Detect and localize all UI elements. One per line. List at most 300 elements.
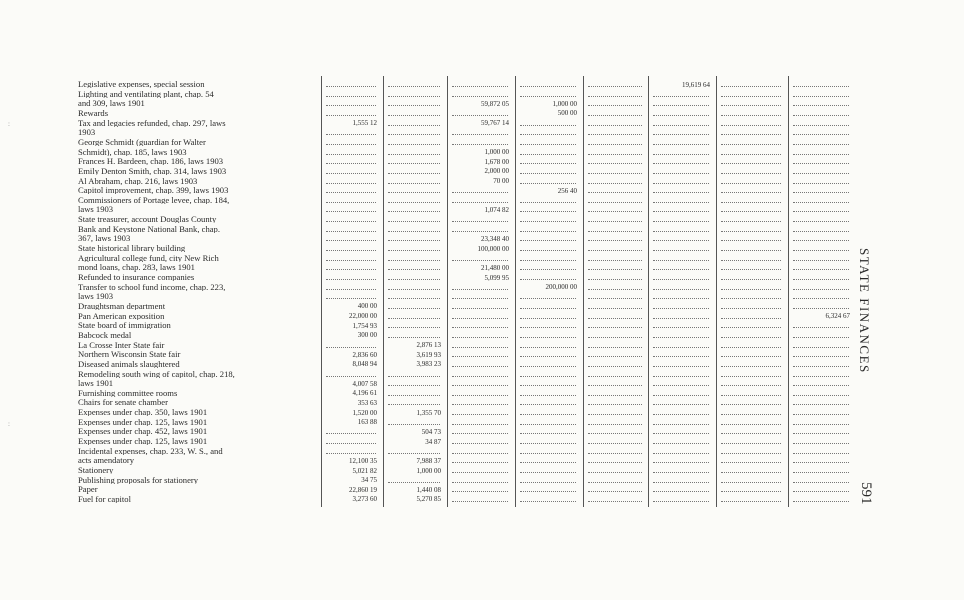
dot-leader bbox=[793, 337, 849, 338]
dot-leader bbox=[388, 376, 440, 377]
dot-leader bbox=[793, 269, 849, 270]
dot-leader bbox=[793, 385, 849, 386]
dot-leader bbox=[721, 443, 781, 444]
dot-leader bbox=[520, 491, 576, 492]
dot-leader bbox=[653, 318, 709, 319]
dot-leader bbox=[520, 221, 576, 222]
dot-leader bbox=[520, 376, 576, 377]
row-label: Frances H. Bardeen, chap. 186, laws 1903 bbox=[78, 157, 224, 166]
dot-leader bbox=[520, 125, 576, 126]
dot-leader bbox=[588, 183, 642, 184]
row-label: Diseased animals slaughtered bbox=[78, 359, 180, 369]
row-label: Commissioners of Portage levee, chap. 184, bbox=[78, 195, 230, 204]
dot-leader bbox=[793, 298, 849, 299]
dot-leader bbox=[653, 289, 709, 290]
dot-leader bbox=[588, 414, 642, 415]
row-label: acts amendatory bbox=[78, 456, 135, 465]
dot-leader bbox=[388, 211, 440, 212]
dot-leader bbox=[653, 327, 709, 328]
dot-leader bbox=[326, 183, 376, 184]
amount-cell: 4,196 61 bbox=[352, 389, 377, 398]
dot-leader bbox=[793, 154, 849, 155]
column-rule bbox=[447, 76, 448, 507]
dot-leader bbox=[721, 279, 781, 280]
amount-cell: 21,480 00 bbox=[481, 263, 509, 272]
dot-leader bbox=[388, 279, 440, 280]
row-label: Publishing proposals for stationery bbox=[78, 475, 199, 484]
dot-leader bbox=[452, 202, 508, 203]
dot-leader bbox=[653, 337, 709, 338]
dot-leader bbox=[653, 240, 709, 241]
dot-leader bbox=[452, 221, 508, 222]
dot-leader bbox=[452, 453, 508, 454]
dot-leader bbox=[326, 221, 376, 222]
amount-cell: 163 88 bbox=[357, 418, 377, 427]
dot-leader bbox=[520, 433, 576, 434]
dot-leader bbox=[721, 269, 781, 270]
dot-leader bbox=[588, 240, 642, 241]
dot-leader bbox=[653, 453, 709, 454]
dot-leader bbox=[588, 144, 642, 145]
dot-leader bbox=[588, 202, 642, 203]
dot-leader bbox=[588, 221, 642, 222]
running-head: STATE FINANCES bbox=[857, 248, 872, 374]
dot-leader bbox=[588, 443, 642, 444]
dot-leader bbox=[388, 154, 440, 155]
dot-leader bbox=[588, 308, 642, 309]
dot-leader bbox=[388, 453, 440, 454]
amount-cell: 34 75 bbox=[361, 476, 377, 485]
row-label: State historical library building bbox=[78, 244, 186, 253]
dot-leader bbox=[520, 154, 576, 155]
dot-leader bbox=[388, 183, 440, 184]
dot-leader bbox=[793, 173, 849, 174]
dot-leader bbox=[653, 144, 709, 145]
amount-cell: 256 40 bbox=[557, 186, 577, 195]
dot-leader bbox=[653, 404, 709, 405]
dot-leader bbox=[793, 231, 849, 232]
row-label: Expenses under chap. 125, laws 1901 bbox=[78, 417, 208, 426]
row-label: Babcock medal bbox=[78, 330, 132, 340]
dot-leader bbox=[588, 163, 642, 164]
dot-leader bbox=[388, 231, 440, 232]
dot-leader bbox=[520, 260, 576, 261]
dot-leader bbox=[793, 260, 849, 261]
row-label: Al Abraham, chap. 216, laws 1903 bbox=[78, 176, 198, 185]
dot-leader bbox=[653, 134, 709, 135]
dot-leader bbox=[388, 250, 440, 251]
row-label: Draughtsman department bbox=[78, 301, 166, 311]
dot-leader bbox=[588, 298, 642, 299]
dot-leader bbox=[721, 366, 781, 367]
amount-cell: 59,872 05 bbox=[481, 99, 509, 108]
column-rule bbox=[716, 76, 717, 507]
dot-leader bbox=[388, 163, 440, 164]
dot-leader bbox=[721, 173, 781, 174]
dot-leader bbox=[588, 472, 642, 473]
dot-leader bbox=[452, 327, 508, 328]
dot-leader bbox=[721, 308, 781, 309]
dot-leader bbox=[588, 366, 642, 367]
row-label: Expenses under chap. 350, laws 1901 bbox=[78, 408, 208, 417]
dot-leader bbox=[721, 453, 781, 454]
dot-leader bbox=[793, 395, 849, 396]
dot-leader bbox=[388, 318, 440, 319]
dot-leader bbox=[520, 298, 576, 299]
dot-leader bbox=[721, 221, 781, 222]
dot-leader bbox=[588, 404, 642, 405]
column-rule bbox=[788, 76, 789, 507]
dot-leader bbox=[721, 501, 781, 502]
dot-leader bbox=[793, 211, 849, 212]
dot-leader bbox=[653, 96, 709, 97]
dot-leader bbox=[520, 231, 576, 232]
dot-leader bbox=[326, 240, 376, 241]
dot-leader bbox=[793, 105, 849, 106]
dot-leader bbox=[388, 134, 440, 135]
dot-leader bbox=[721, 491, 781, 492]
dot-leader bbox=[653, 385, 709, 386]
amount-cell: 300 00 bbox=[357, 331, 377, 340]
dot-leader bbox=[793, 404, 849, 405]
dot-leader bbox=[452, 433, 508, 434]
dot-leader bbox=[793, 221, 849, 222]
margin-tick: : bbox=[8, 420, 10, 428]
dot-leader bbox=[653, 221, 709, 222]
dot-leader bbox=[721, 240, 781, 241]
dot-leader bbox=[793, 134, 849, 135]
dot-leader bbox=[721, 482, 781, 483]
amount-cell: 1,520 00 bbox=[352, 408, 377, 417]
dot-leader bbox=[326, 279, 376, 280]
dot-leader bbox=[653, 192, 709, 193]
amount-cell: 4,007 58 bbox=[352, 379, 377, 388]
dot-leader bbox=[653, 250, 709, 251]
dot-leader bbox=[388, 221, 440, 222]
dot-leader bbox=[388, 202, 440, 203]
amount-cell: 353 63 bbox=[357, 398, 377, 407]
dot-leader bbox=[452, 96, 508, 97]
column-rule bbox=[515, 76, 516, 507]
dot-leader bbox=[388, 125, 440, 126]
amount-cell: 400 00 bbox=[357, 302, 377, 311]
amount-cell: 22,000 00 bbox=[349, 312, 377, 321]
row-label: Remodeling south wing of capitol, chap. 218, bbox=[78, 369, 235, 378]
dot-leader bbox=[588, 385, 642, 386]
dot-leader bbox=[588, 173, 642, 174]
dot-leader bbox=[388, 269, 440, 270]
dot-leader bbox=[520, 462, 576, 463]
amount-cell: 3,273 60 bbox=[352, 495, 377, 504]
dot-leader bbox=[721, 376, 781, 377]
dot-leader bbox=[326, 347, 376, 348]
dot-leader bbox=[653, 356, 709, 357]
dot-leader bbox=[653, 366, 709, 367]
dot-leader bbox=[452, 192, 508, 193]
column-rule bbox=[383, 76, 384, 507]
dot-leader bbox=[520, 385, 576, 386]
dot-leader bbox=[326, 105, 376, 106]
amount-cell: 59,767 14 bbox=[481, 119, 509, 128]
dot-leader bbox=[793, 501, 849, 502]
dot-leader bbox=[793, 453, 849, 454]
dot-leader bbox=[452, 395, 508, 396]
dot-leader bbox=[721, 318, 781, 319]
amount-cell: 1,000 00 bbox=[416, 466, 441, 475]
row-label: State board of immigration bbox=[78, 321, 171, 330]
amount-cell: 1,355 70 bbox=[416, 408, 441, 417]
dot-leader bbox=[388, 144, 440, 145]
dot-leader bbox=[793, 433, 849, 434]
dot-leader bbox=[653, 433, 709, 434]
row-label: Schmidt), chap. 185, laws 1903 bbox=[78, 147, 187, 156]
dot-leader bbox=[653, 183, 709, 184]
amount-cell: 6,324 67 bbox=[825, 312, 850, 321]
dot-leader bbox=[793, 327, 849, 328]
dot-leader bbox=[653, 115, 709, 116]
amount-cell: 1,000 00 bbox=[552, 99, 577, 108]
amount-cell: 23,348 40 bbox=[481, 234, 509, 243]
dot-leader bbox=[326, 154, 376, 155]
dot-leader bbox=[588, 433, 642, 434]
dot-leader bbox=[588, 269, 642, 270]
dot-leader bbox=[520, 86, 576, 87]
dot-leader bbox=[721, 192, 781, 193]
dot-leader bbox=[388, 192, 440, 193]
dot-leader bbox=[520, 163, 576, 164]
row-label: George Schmidt (guardian for Walter bbox=[78, 137, 206, 147]
dot-leader bbox=[653, 105, 709, 106]
dot-leader bbox=[520, 318, 576, 319]
dot-leader bbox=[388, 385, 440, 386]
dot-leader bbox=[721, 211, 781, 212]
dot-leader bbox=[326, 298, 376, 299]
dot-leader bbox=[326, 269, 376, 270]
dot-leader bbox=[388, 289, 440, 290]
dot-leader bbox=[721, 433, 781, 434]
dot-leader bbox=[721, 260, 781, 261]
row-label: mond loans, chap. 283, laws 1901 bbox=[78, 263, 195, 272]
amount-cell: 3,983 23 bbox=[416, 360, 441, 369]
row-label: Lighting and ventilating plant, chap. 54 bbox=[78, 89, 214, 98]
dot-leader bbox=[793, 472, 849, 473]
dot-leader bbox=[520, 96, 576, 97]
dot-leader bbox=[588, 337, 642, 338]
dot-leader bbox=[653, 163, 709, 164]
dot-leader bbox=[721, 125, 781, 126]
dot-leader bbox=[452, 376, 508, 377]
margin-tick: : bbox=[8, 120, 10, 128]
dot-leader bbox=[326, 173, 376, 174]
dot-leader bbox=[721, 144, 781, 145]
dot-leader bbox=[653, 424, 709, 425]
dot-leader bbox=[721, 424, 781, 425]
row-label: 367, laws 1903 bbox=[78, 234, 131, 243]
dot-leader bbox=[721, 134, 781, 135]
dot-leader bbox=[452, 472, 508, 473]
dot-leader bbox=[452, 86, 508, 87]
row-label: laws 1903 bbox=[78, 205, 114, 214]
amount-cell: 19,619 64 bbox=[682, 80, 710, 89]
dot-leader bbox=[793, 366, 849, 367]
dot-leader bbox=[520, 211, 576, 212]
dot-leader bbox=[653, 125, 709, 126]
dot-leader bbox=[452, 337, 508, 338]
dot-leader bbox=[793, 289, 849, 290]
row-label: Emily Denton Smith, chap. 314, laws 1903 bbox=[78, 166, 227, 176]
dot-leader bbox=[326, 453, 376, 454]
dot-leader bbox=[388, 115, 440, 116]
row-label: State treasurer, account Douglas County bbox=[78, 215, 217, 224]
dot-leader bbox=[588, 482, 642, 483]
dot-leader bbox=[588, 376, 642, 377]
dot-leader bbox=[588, 154, 642, 155]
row-label: Expenses under chap. 452, laws 1901 bbox=[78, 427, 208, 436]
dot-leader bbox=[388, 173, 440, 174]
amount-cell: 12,100 35 bbox=[349, 456, 377, 465]
dot-leader bbox=[520, 250, 576, 251]
dot-leader bbox=[452, 115, 508, 116]
dot-leader bbox=[793, 96, 849, 97]
dot-leader bbox=[520, 173, 576, 174]
dot-leader bbox=[520, 501, 576, 502]
dot-leader bbox=[452, 414, 508, 415]
row-label: Bank and Keystone National Bank, chap. bbox=[78, 224, 220, 233]
dot-leader bbox=[721, 231, 781, 232]
dot-leader bbox=[793, 414, 849, 415]
row-label: Capitol improvement, chap. 399, laws 1903 bbox=[78, 186, 229, 195]
dot-leader bbox=[793, 163, 849, 164]
dot-leader bbox=[520, 144, 576, 145]
dot-leader bbox=[520, 414, 576, 415]
dot-leader bbox=[326, 433, 376, 434]
dot-leader bbox=[452, 260, 508, 261]
dot-leader bbox=[388, 395, 440, 396]
dot-leader bbox=[653, 231, 709, 232]
dot-leader bbox=[653, 491, 709, 492]
dot-leader bbox=[520, 308, 576, 309]
dot-leader bbox=[452, 298, 508, 299]
dot-leader bbox=[793, 125, 849, 126]
amount-cell: 500 00 bbox=[557, 109, 577, 118]
dot-leader bbox=[721, 395, 781, 396]
dot-leader bbox=[588, 86, 642, 87]
dot-leader bbox=[452, 144, 508, 145]
amount-cell: 1,074 82 bbox=[484, 205, 509, 214]
dot-leader bbox=[588, 453, 642, 454]
dot-leader bbox=[721, 347, 781, 348]
dot-leader bbox=[793, 115, 849, 116]
dot-leader bbox=[326, 115, 376, 116]
column-rule bbox=[583, 76, 584, 507]
dot-leader bbox=[721, 154, 781, 155]
dot-leader bbox=[326, 231, 376, 232]
dot-leader bbox=[721, 96, 781, 97]
column-rule bbox=[648, 76, 649, 507]
dot-leader bbox=[653, 298, 709, 299]
dot-leader bbox=[793, 202, 849, 203]
dot-leader bbox=[452, 385, 508, 386]
dot-leader bbox=[520, 240, 576, 241]
dot-leader bbox=[452, 501, 508, 502]
dot-leader bbox=[793, 250, 849, 251]
dot-leader bbox=[588, 105, 642, 106]
row-label: Stationery bbox=[78, 466, 114, 475]
dot-leader bbox=[588, 231, 642, 232]
amount-cell: 1,754 93 bbox=[352, 321, 377, 330]
dot-leader bbox=[653, 269, 709, 270]
dot-leader bbox=[452, 482, 508, 483]
dot-leader bbox=[793, 86, 849, 87]
dot-leader bbox=[588, 491, 642, 492]
dot-leader bbox=[326, 289, 376, 290]
dot-leader bbox=[452, 404, 508, 405]
row-label: Agricultural college fund, city New Rich bbox=[78, 253, 219, 262]
dot-leader bbox=[520, 404, 576, 405]
row-label: Legislative expenses, special session bbox=[78, 80, 205, 89]
dot-leader bbox=[326, 192, 376, 193]
row-label: Chairs for senate chamber bbox=[78, 398, 168, 407]
row-label: 1903 bbox=[78, 128, 96, 137]
dot-leader bbox=[326, 260, 376, 261]
page-number: 591 bbox=[858, 482, 874, 505]
dot-leader bbox=[588, 395, 642, 396]
amount-cell: 70 00 bbox=[493, 177, 509, 185]
dot-leader bbox=[653, 395, 709, 396]
dot-leader bbox=[520, 134, 576, 135]
dot-leader bbox=[653, 482, 709, 483]
row-label: Northern Wisconsin State fair bbox=[78, 350, 181, 359]
dot-leader bbox=[520, 395, 576, 396]
amount-cell: 3,619 93 bbox=[416, 350, 441, 359]
dot-leader bbox=[588, 289, 642, 290]
dot-leader bbox=[793, 183, 849, 184]
dot-leader bbox=[326, 86, 376, 87]
dot-leader bbox=[721, 163, 781, 164]
dot-leader bbox=[588, 96, 642, 97]
dot-leader bbox=[653, 443, 709, 444]
dot-leader bbox=[793, 491, 849, 492]
dot-leader bbox=[721, 327, 781, 328]
amount-cell: 22,860 19 bbox=[349, 485, 377, 494]
dot-leader bbox=[520, 183, 576, 184]
dot-leader bbox=[653, 279, 709, 280]
dot-leader bbox=[653, 308, 709, 309]
dot-leader bbox=[721, 356, 781, 357]
dot-leader bbox=[721, 105, 781, 106]
dot-leader bbox=[588, 424, 642, 425]
dot-leader bbox=[588, 125, 642, 126]
dot-leader bbox=[452, 443, 508, 444]
dot-leader bbox=[520, 347, 576, 348]
dot-leader bbox=[388, 105, 440, 106]
amount-cell: 1,555 12 bbox=[352, 119, 377, 128]
dot-leader bbox=[721, 462, 781, 463]
dot-leader bbox=[588, 211, 642, 212]
dot-leader bbox=[326, 443, 376, 444]
dot-leader bbox=[520, 443, 576, 444]
dot-leader bbox=[452, 491, 508, 492]
dot-leader bbox=[452, 231, 508, 232]
dot-leader bbox=[793, 144, 849, 145]
dot-leader bbox=[326, 250, 376, 251]
row-label: Refunded to insurance companies bbox=[78, 273, 195, 282]
dot-leader bbox=[388, 308, 440, 309]
amount-cell: 7,988 37 bbox=[416, 456, 441, 465]
amount-cell: 34 87 bbox=[425, 437, 441, 446]
dot-leader bbox=[721, 298, 781, 299]
amount-cell: 200,000 00 bbox=[545, 283, 577, 292]
